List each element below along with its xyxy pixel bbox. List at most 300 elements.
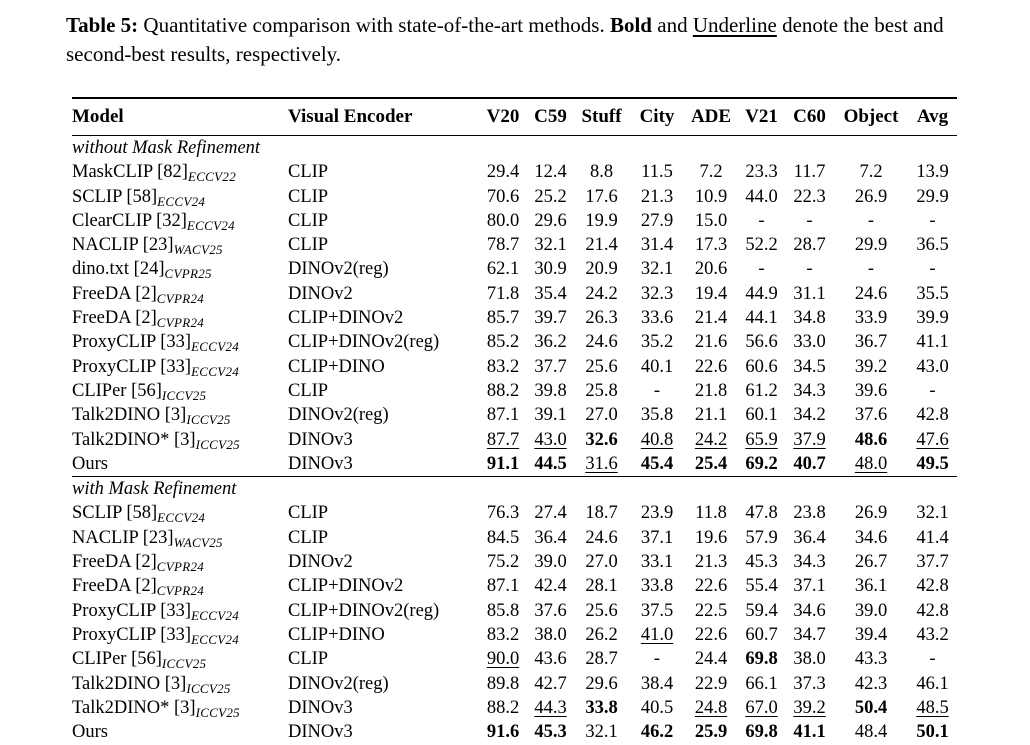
metric-value: - [867,259,875,280]
metric-value: 83.2 [486,624,520,645]
metric-value: 19.9 [585,210,618,231]
cell-object [834,672,908,696]
cell-c59 [528,599,573,623]
table-row [72,330,957,354]
model-name: Talk2DINO [3] [72,673,187,694]
cell-visual-encoder: DINOv3 [288,722,353,743]
cell-visual-encoder: CLIP+DINO [288,356,385,377]
metric-value: 39.7 [534,308,567,329]
cell-ade [684,330,738,354]
metric-value: 30.9 [534,259,567,280]
cell-v20 [478,647,528,671]
section-label: without Mask Refinement [72,138,261,158]
metric-value: 35.5 [916,283,949,304]
table-row [72,379,957,403]
cell-v21 [738,282,785,306]
cell-c60 [785,185,834,209]
cell-v21 [738,185,785,209]
metric-value: 22.6 [694,356,728,377]
cell-c59 [528,720,573,744]
metric-value: 37.9 [793,429,826,450]
cell-v20 [478,355,528,379]
model-name: ProxyCLIP [33] [72,332,192,353]
cell-v20 [478,282,528,306]
metric-value: 37.1 [793,576,826,597]
cell-v20 [478,574,528,598]
section-label: with Mask Refinement [72,479,237,500]
cell-avg [908,209,957,233]
cell-ade [684,160,738,184]
cell-ade [684,672,738,696]
metric-value: 21.3 [640,186,674,207]
model-venue: ICCV25 [195,436,240,452]
cell-v21 [738,257,785,281]
cell-ade [684,233,738,257]
cell-v21 [738,647,785,671]
cell-c59 [528,574,573,598]
metric-value: 52.2 [745,235,778,256]
cell-city [630,452,684,477]
metric-value: 27.4 [534,503,567,524]
cell-avg [908,647,957,671]
table-row [72,720,957,744]
cell-visual-encoder: DINOv3 [288,453,353,474]
cell-visual-encoder: DINOv2(reg) [288,259,389,280]
metric-value: 35.4 [534,283,567,304]
metric-value: 65.9 [745,429,778,450]
metric-value: 37.7 [534,356,567,377]
cell-v21 [738,209,785,233]
metric-value: 50.4 [854,697,888,718]
cell-city [630,355,684,379]
cell-c59 [528,696,573,720]
model-venue: CVPR24 [156,559,205,575]
cell-stuff [573,306,630,330]
cell-c59 [528,526,573,550]
metric-value: 71.8 [486,283,520,304]
cell-visual-encoder: CLIP [288,380,329,401]
metric-value: 48.5 [916,697,949,718]
cell-ade [684,403,738,427]
cell-v20 [478,160,528,184]
metric-value: 44.1 [745,308,778,329]
cell-v20 [478,501,528,525]
metric-value: 36.2 [534,332,567,353]
cell-c59 [528,623,573,647]
cell-avg [908,720,957,744]
cell-c59 [528,233,573,257]
model-name: NACLIP [23] [72,235,174,256]
metric-value: 87.1 [486,576,520,597]
cell-c59 [528,501,573,525]
metric-value: 35.2 [640,332,674,353]
metric-value: 42.3 [854,673,888,694]
metric-value: 43.0 [534,429,567,450]
metric-value: - [929,210,936,231]
model-venue: ECCV24 [191,339,240,355]
metric-value: 27.0 [585,552,618,573]
metric-value: 23.8 [793,503,826,524]
table-row [72,282,957,306]
metric-value: 55.4 [745,576,778,597]
metric-value: 35.8 [640,405,674,426]
metric-value: 21.8 [694,380,728,401]
metric-value: 37.6 [854,405,888,426]
cell-v20 [478,257,528,281]
metric-value: 33.6 [640,308,674,329]
cell-object [834,599,908,623]
cell-ade [684,647,738,671]
results-table [72,97,957,744]
metric-value: 21.3 [694,552,728,573]
cell-avg [908,550,957,574]
cell-avg [908,501,957,525]
model-name: MaskCLIP [82] [72,162,188,183]
metric-value: 32.1 [916,503,949,524]
metric-value: 36.7 [854,332,888,353]
metric-value: 34.3 [793,380,826,401]
cell-ade [684,696,738,720]
metric-value: 39.9 [916,308,949,329]
metric-value: 39.1 [534,405,567,426]
header-object: Object [843,106,899,127]
cell-stuff [573,720,630,744]
cell-v21 [738,306,785,330]
cell-stuff [573,526,630,550]
cell-visual-encoder: DINOv2(reg) [288,673,389,694]
cell-c59 [528,672,573,696]
cell-ade [684,355,738,379]
metric-value: 29.6 [534,210,567,231]
cell-visual-encoder: DINOv3 [288,697,353,718]
metric-value: 40.8 [640,429,674,450]
cell-stuff [573,355,630,379]
metric-value: 26.7 [854,552,888,573]
metric-value: 23.3 [745,162,778,183]
model-name: dino.txt [24] [72,259,165,280]
metric-value: 22.5 [694,600,728,621]
metric-value: 39.6 [854,380,888,401]
cell-model [72,501,288,525]
cell-object [834,526,908,550]
cell-city [630,672,684,696]
metric-value: 85.8 [486,600,520,621]
cell-v20 [478,330,528,354]
metric-value: 28.1 [585,576,618,597]
cell-model [72,696,288,720]
metric-value: 11.8 [695,503,727,524]
cell-c59 [528,550,573,574]
model-venue: CVPR24 [156,583,205,599]
model-name: ProxyCLIP [33] [72,600,192,621]
table-caption [66,11,971,69]
cell-c59 [528,355,573,379]
metric-value: 25.2 [534,186,567,207]
cell-stuff [573,550,630,574]
cell-visual-encoder: CLIP [288,527,329,548]
header-c59: C59 [534,106,567,127]
cell-c60 [785,623,834,647]
cell-stuff [573,452,630,477]
table-row [72,355,957,379]
metric-value: 56.6 [745,332,778,353]
cell-visual-encoder: DINOv2(reg) [288,405,389,426]
cell-model [72,379,288,403]
cell-ade [684,550,738,574]
cell-c60 [785,428,834,452]
cell-visual-encoder: CLIP [288,235,329,256]
metric-value: 39.8 [534,380,567,401]
metric-value: 59.4 [745,600,778,621]
cell-v21 [738,501,785,525]
metric-value: 33.1 [640,552,674,573]
metric-value: 22.6 [694,624,728,645]
cell-ade [684,599,738,623]
caption-bold-word: Bold [609,13,652,37]
metric-value: 25.9 [694,722,728,743]
cell-v20 [478,209,528,233]
header-ade: ADE [690,106,732,127]
metric-value: 85.2 [486,332,520,353]
metric-value: 11.5 [641,162,673,183]
model-name: Ours [72,722,108,743]
section-label-row [72,136,957,161]
model-name: FreeDA [2] [72,283,157,304]
section-label-row [72,477,957,502]
cell-stuff [573,209,630,233]
header-v21: V21 [745,106,778,127]
cell-stuff [573,623,630,647]
metric-value: 33.9 [854,308,888,329]
cell-model [72,452,288,477]
metric-value: 17.3 [694,235,728,256]
cell-avg [908,355,957,379]
metric-value: 43.0 [916,356,949,377]
cell-stuff [573,428,630,452]
cell-ade [684,452,738,477]
metric-value: - [653,380,661,401]
cell-model [72,720,288,744]
metric-value: 43.2 [916,624,949,645]
cell-object [834,550,908,574]
table-row [72,306,957,330]
metric-value: 19.4 [694,283,728,304]
cell-c59 [528,282,573,306]
caption-text-3: denote the best and second-best results, respectively. [66,13,944,66]
metric-value: - [929,380,936,401]
cell-c60 [785,696,834,720]
cell-visual-encoder: CLIP [288,210,329,231]
cell-ade [684,185,738,209]
cell-c60 [785,403,834,427]
model-venue: ICCV25 [161,656,207,672]
cell-v21 [738,550,785,574]
cell-c60 [785,550,834,574]
model-name: FreeDA [2] [72,308,157,329]
cell-v20 [478,526,528,550]
cell-object [834,501,908,525]
table-row [72,452,957,477]
table-row [72,428,957,452]
metric-value: 27.9 [640,210,674,231]
metric-value: 42.8 [916,405,949,426]
metric-value: 25.4 [694,453,728,474]
cell-v20 [478,550,528,574]
model-venue: ICCV25 [186,412,231,428]
header-city: City [639,106,675,127]
metric-value: 57.9 [745,527,778,548]
metric-value: 45.3 [534,722,567,743]
metric-value: 43.3 [854,649,888,670]
metric-value: 43.6 [534,649,567,670]
metric-value: 25.8 [585,380,618,401]
metric-value: 29.4 [486,162,520,183]
cell-c60 [785,452,834,477]
metric-value: 38.0 [534,624,567,645]
model-name: SCLIP [58] [72,186,158,207]
metric-value: 24.8 [694,697,728,718]
metric-value: 60.6 [745,356,778,377]
table-row [72,403,957,427]
cell-model [72,306,288,330]
metric-value: 69.2 [745,453,778,474]
cell-model [72,574,288,598]
cell-city [630,696,684,720]
cell-avg [908,623,957,647]
cell-object [834,623,908,647]
cell-v21 [738,574,785,598]
cell-avg [908,428,957,452]
cell-stuff [573,185,630,209]
cell-object [834,574,908,598]
metric-value: 33.0 [793,332,826,353]
cell-avg [908,379,957,403]
model-name: FreeDA [2] [72,576,157,597]
model-venue: ECCV24 [186,217,235,233]
metric-value: 49.5 [916,453,949,474]
cell-model [72,185,288,209]
metric-value: - [806,210,813,231]
cell-avg [908,526,957,550]
cell-visual-encoder: CLIP+DINOv2 [288,576,404,597]
cell-city [630,330,684,354]
cell-c60 [785,526,834,550]
cell-v21 [738,379,785,403]
metric-value: 36.5 [916,235,949,256]
cell-v20 [478,720,528,744]
model-venue: ECCV24 [157,193,206,209]
metric-value: 18.7 [585,503,618,524]
model-venue: ECCV24 [191,363,240,379]
metric-value: 13.9 [916,162,949,183]
table-row [72,501,957,525]
cell-v20 [478,672,528,696]
metric-value: 34.8 [793,308,826,329]
metric-value: - [758,259,765,280]
table-row [72,696,957,720]
metric-value: 44.3 [534,697,567,718]
cell-v21 [738,599,785,623]
cell-model [72,647,288,671]
cell-visual-encoder: CLIP [288,649,329,670]
metric-value: 26.2 [585,624,618,645]
cell-object [834,209,908,233]
header-avg: Avg [916,106,949,127]
header-model: Model [72,106,124,127]
cell-city [630,379,684,403]
metric-value: 76.3 [486,503,520,524]
cell-c59 [528,330,573,354]
cell-model [72,623,288,647]
metric-value: 41.1 [916,332,949,353]
table-row [72,599,957,623]
metric-value: 28.7 [793,235,826,256]
metric-value: 12.4 [534,162,567,183]
cell-object [834,355,908,379]
cell-v20 [478,379,528,403]
cell-model [72,160,288,184]
metric-value: 31.4 [640,235,674,256]
model-name: FreeDA [2] [72,552,157,573]
cell-v21 [738,428,785,452]
cell-model [72,403,288,427]
cell-v21 [738,526,785,550]
metric-value: 37.3 [793,673,826,694]
metric-value: 21.1 [694,405,728,426]
cell-model [72,599,288,623]
metric-value: 34.6 [854,527,888,548]
metric-value: 46.2 [640,722,674,743]
metric-value: - [929,259,936,280]
cell-city [630,160,684,184]
cell-v21 [738,403,785,427]
cell-avg [908,233,957,257]
metric-value: 66.1 [745,673,778,694]
cell-city [630,623,684,647]
cell-c59 [528,379,573,403]
cell-v21 [738,452,785,477]
metric-value: - [653,649,661,670]
metric-value: 23.9 [640,503,674,524]
metric-value: 42.8 [916,576,949,597]
cell-object [834,696,908,720]
header-c60: C60 [793,106,826,127]
metric-value: 22.9 [694,673,728,694]
metric-value: 15.0 [694,210,728,231]
table-body [72,136,957,745]
metric-value: 45.4 [640,453,674,474]
caption-text-1: Quantitative comparison with state-of-the-art methods. [138,13,610,37]
cell-model [72,330,288,354]
cell-model [72,550,288,574]
metric-value: 47.8 [745,503,778,524]
cell-c60 [785,233,834,257]
metric-value: 90.0 [486,649,520,670]
metric-value: 21.6 [694,332,728,353]
metric-value: 48.0 [854,453,888,474]
cell-city [630,550,684,574]
metric-value: 34.6 [793,600,826,621]
metric-value: 36.4 [534,527,567,548]
cell-object [834,233,908,257]
cell-v21 [738,160,785,184]
cell-v21 [738,355,785,379]
metric-value: 44.9 [745,283,778,304]
cell-avg [908,696,957,720]
metric-value: 25.6 [585,356,618,377]
metric-value: 48.6 [854,429,888,450]
cell-city [630,306,684,330]
